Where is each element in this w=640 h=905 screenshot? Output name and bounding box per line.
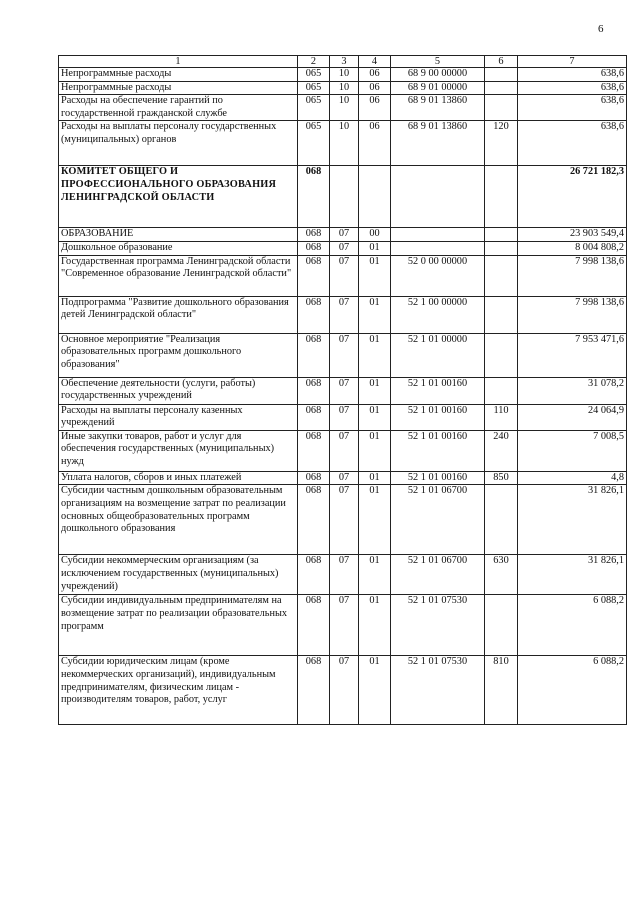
column-header: 6 [485, 56, 518, 68]
row-amount: 638,6 [518, 81, 627, 95]
row-subsection-code: 01 [359, 296, 391, 333]
row-amount: 7 998 138,6 [518, 296, 627, 333]
row-section-code: 07 [330, 471, 359, 485]
row-section-code: 07 [330, 333, 359, 377]
column-header: 7 [518, 56, 627, 68]
row-amount: 6 088,2 [518, 656, 627, 725]
row-amount: 4,8 [518, 471, 627, 485]
row-section-code: 10 [330, 68, 359, 82]
row-amount: 7 998 138,6 [518, 255, 627, 296]
row-subsection-code: 00 [359, 228, 391, 242]
row-amount: 638,6 [518, 68, 627, 82]
row-subsection-code: 01 [359, 656, 391, 725]
row-target-code: 68 9 01 13860 [391, 95, 485, 121]
row-admin-code: 068 [298, 166, 330, 228]
row-subsection-code: 01 [359, 404, 391, 430]
table-row [59, 333, 627, 377]
row-expense-type [485, 228, 518, 242]
table-row [59, 485, 627, 555]
row-name: Субсидии некоммерческим организациям (за исключением государственных (муниципальных) учреждений) [59, 555, 298, 595]
row-admin-code: 065 [298, 121, 330, 166]
row-subsection-code: 06 [359, 68, 391, 82]
budget-table [58, 55, 627, 725]
row-subsection-code: 01 [359, 333, 391, 377]
row-admin-code: 065 [298, 81, 330, 95]
row-target-code: 52 1 01 06700 [391, 485, 485, 555]
row-admin-code: 068 [298, 241, 330, 255]
row-target-code: 52 0 00 00000 [391, 255, 485, 296]
row-section-code: 10 [330, 95, 359, 121]
row-admin-code: 068 [298, 595, 330, 656]
row-section-code: 10 [330, 81, 359, 95]
row-amount: 31 826,1 [518, 485, 627, 555]
row-admin-code: 068 [298, 377, 330, 404]
row-admin-code: 065 [298, 95, 330, 121]
row-expense-type: 810 [485, 656, 518, 725]
row-subsection-code: 01 [359, 430, 391, 471]
row-amount: 6 088,2 [518, 595, 627, 656]
row-subsection-code: 01 [359, 595, 391, 656]
row-target-code [391, 241, 485, 255]
row-expense-type: 630 [485, 555, 518, 595]
row-subsection-code [359, 166, 391, 228]
row-expense-type [485, 595, 518, 656]
row-admin-code: 068 [298, 333, 330, 377]
row-expense-type: 120 [485, 121, 518, 166]
row-admin-code: 068 [298, 471, 330, 485]
row-admin-code: 065 [298, 68, 330, 82]
row-admin-code: 068 [298, 296, 330, 333]
row-name: КОМИТЕТ ОБЩЕГО И ПРОФЕССИОНАЛЬНОГО ОБРАЗОВАНИЯ ЛЕНИНГРАДСКОЙ ОБЛАСТИ [59, 166, 298, 228]
row-section-code: 07 [330, 241, 359, 255]
column-header: 5 [391, 56, 485, 68]
row-amount: 31 826,1 [518, 555, 627, 595]
row-target-code [391, 166, 485, 228]
table-row [59, 377, 627, 404]
row-amount: 23 903 549,4 [518, 228, 627, 242]
row-name: Расходы на обеспечение гарантий по государственной гражданской службе [59, 95, 298, 121]
row-target-code: 52 1 01 06700 [391, 555, 485, 595]
row-subsection-code: 01 [359, 471, 391, 485]
row-target-code: 68 9 01 13860 [391, 121, 485, 166]
row-amount: 7 008,5 [518, 430, 627, 471]
row-name: Уплата налогов, сборов и иных платежей [59, 471, 298, 485]
row-target-code: 52 1 01 00000 [391, 333, 485, 377]
table-row [59, 404, 627, 430]
row-target-code: 52 1 01 00160 [391, 377, 485, 404]
row-expense-type [485, 95, 518, 121]
row-expense-type [485, 81, 518, 95]
row-subsection-code: 01 [359, 255, 391, 296]
row-admin-code: 068 [298, 228, 330, 242]
row-amount: 638,6 [518, 121, 627, 166]
row-admin-code: 068 [298, 485, 330, 555]
row-section-code: 07 [330, 296, 359, 333]
row-subsection-code: 06 [359, 81, 391, 95]
row-target-code: 52 1 01 00160 [391, 471, 485, 485]
row-subsection-code: 01 [359, 485, 391, 555]
row-expense-type [485, 333, 518, 377]
row-target-code: 68 9 00 00000 [391, 68, 485, 82]
row-name: Иные закупки товаров, работ и услуг для обеспечения государственных (муниципальных) нужд [59, 430, 298, 471]
row-admin-code: 068 [298, 430, 330, 471]
table-row [59, 81, 627, 95]
column-header: 4 [359, 56, 391, 68]
row-name: Субсидии юридическим лицам (кроме некоммерческих организаций), индивидуальным предпринимателям, физическим лицам - производителям товаров, работ, услуг [59, 656, 298, 725]
row-amount: 7 953 471,6 [518, 333, 627, 377]
row-name: Основное мероприятие "Реализация образовательных программ дошкольного образования" [59, 333, 298, 377]
row-name: Непрограммные расходы [59, 68, 298, 82]
row-amount: 31 078,2 [518, 377, 627, 404]
row-expense-type [485, 241, 518, 255]
row-target-code: 52 1 01 07530 [391, 595, 485, 656]
row-target-code: 68 9 01 00000 [391, 81, 485, 95]
row-subsection-code: 06 [359, 121, 391, 166]
page-number: 6 [598, 23, 604, 35]
row-name: Дошкольное образование [59, 241, 298, 255]
row-name: Расходы на выплаты персоналу казенных учреждений [59, 404, 298, 430]
row-name: Субсидии индивидуальным предпринимателям на возмещение затрат по реализации образовательных программ [59, 595, 298, 656]
row-section-code: 07 [330, 656, 359, 725]
column-header-row [59, 56, 627, 68]
row-admin-code: 068 [298, 404, 330, 430]
table-row [59, 656, 627, 725]
row-expense-type: 110 [485, 404, 518, 430]
row-admin-code: 068 [298, 555, 330, 595]
row-expense-type [485, 68, 518, 82]
row-subsection-code: 06 [359, 95, 391, 121]
row-expense-type [485, 485, 518, 555]
row-section-code [330, 166, 359, 228]
row-section-code: 07 [330, 255, 359, 296]
row-section-code: 10 [330, 121, 359, 166]
row-name: Подпрограмма "Развитие дошкольного образования детей Ленинградской области" [59, 296, 298, 333]
table-body [59, 68, 627, 725]
row-section-code: 07 [330, 595, 359, 656]
row-target-code: 52 1 01 00160 [391, 404, 485, 430]
column-header: 2 [298, 56, 330, 68]
table-row [59, 241, 627, 255]
row-expense-type [485, 166, 518, 228]
row-name: Субсидии частным дошкольным образовательным организациям на возмещение затрат по реализации основных общеобразовательных программ дошкольного образования [59, 485, 298, 555]
column-header: 1 [59, 56, 298, 68]
row-name: Расходы на выплаты персоналу государственных (муниципальных) органов [59, 121, 298, 166]
row-expense-type [485, 296, 518, 333]
row-amount: 638,6 [518, 95, 627, 121]
table-row [59, 255, 627, 296]
table-row [59, 166, 627, 228]
row-subsection-code: 01 [359, 377, 391, 404]
table-row [59, 121, 627, 166]
row-name: Обеспечение деятельности (услуги, работы) государственных учреждений [59, 377, 298, 404]
table-row [59, 471, 627, 485]
row-section-code: 07 [330, 404, 359, 430]
row-admin-code: 068 [298, 656, 330, 725]
column-header: 3 [330, 56, 359, 68]
row-expense-type: 850 [485, 471, 518, 485]
row-name: Непрограммные расходы [59, 81, 298, 95]
row-amount: 26 721 182,3 [518, 166, 627, 228]
row-section-code: 07 [330, 555, 359, 595]
row-amount: 24 064,9 [518, 404, 627, 430]
row-expense-type [485, 377, 518, 404]
row-section-code: 07 [330, 228, 359, 242]
table-row [59, 595, 627, 656]
row-subsection-code: 01 [359, 241, 391, 255]
table-row [59, 228, 627, 242]
row-target-code: 52 1 01 07530 [391, 656, 485, 725]
table-row [59, 555, 627, 595]
row-target-code [391, 228, 485, 242]
row-expense-type: 240 [485, 430, 518, 471]
table-row [59, 95, 627, 121]
table-row [59, 296, 627, 333]
row-name: ОБРАЗОВАНИЕ [59, 228, 298, 242]
row-subsection-code: 01 [359, 555, 391, 595]
row-name: Государственная программа Ленинградской области "Современное образование Ленинградской области" [59, 255, 298, 296]
row-section-code: 07 [330, 485, 359, 555]
table-row [59, 68, 627, 82]
row-admin-code: 068 [298, 255, 330, 296]
table-row [59, 430, 627, 471]
row-target-code: 52 1 01 00160 [391, 430, 485, 471]
row-amount: 8 004 808,2 [518, 241, 627, 255]
row-expense-type [485, 255, 518, 296]
row-section-code: 07 [330, 430, 359, 471]
row-target-code: 52 1 00 00000 [391, 296, 485, 333]
row-section-code: 07 [330, 377, 359, 404]
